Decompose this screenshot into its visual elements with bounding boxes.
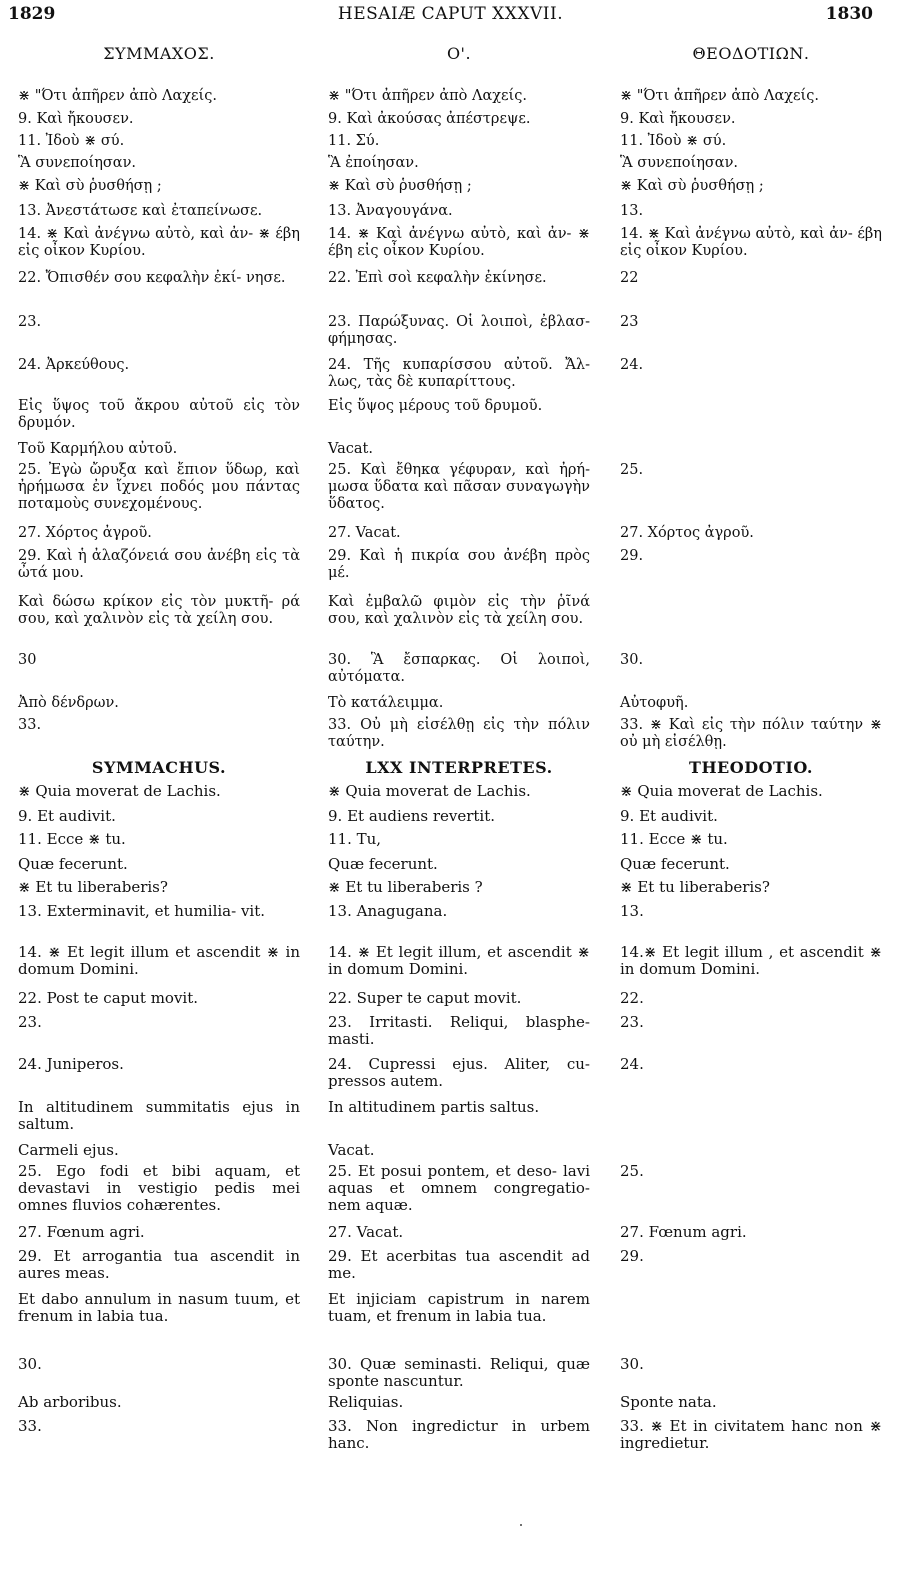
greek-verse-line: 23. Παρώξυνας. Οἱ λοιποὶ, ἐβλασ- φήμησας. [328,314,590,347]
greek-verse-line: Vacat. [328,441,373,457]
latin-verse-line: Vacat. [328,1141,375,1159]
latin-verse-line: 11. Tu, [328,830,382,848]
greek-verse-line: ⋇ Καὶ σὺ ῥυσθήσῃ ; [18,178,162,194]
greek-verse-line: 24. Τῆς κυπαρίσσου αὐτοῦ. Ἄλ- λως, τὰς δὲ κυπαρίττους. [328,357,590,390]
greek-verse-line: 22. Ἐπὶ σοὶ κεφαλὴν ἐκίνησε. [328,270,547,286]
greek-verse-line: 9. Καὶ ἀκούσας ἀπέστρεψε. [328,111,531,127]
greek-verse-line: Ἃ συνεποίησαν. [18,155,136,171]
latin-verse-line: 25. [620,1162,644,1180]
latin-verse-line: 14. ⋇ Et legit illum et ascendit ⋇ in domum Domini. [18,943,300,978]
latin-verse-line: 14. ⋇ Et legit illum, et ascendit ⋇ in domum Domini. [328,943,590,978]
latin-verse-line: Et injiciam capistrum in narem tuam, et frenum in labia tua. [328,1290,590,1325]
page-number-right: 1830 [825,4,873,24]
greek-verse-line: Καὶ ἐμβαλῶ φιμὸν εἰς τὴν ῥῖνά σου, καὶ χαλινὸν εἰς τὰ χείλη σου. [328,594,590,627]
column-heading-latin: SYMMACHUS. [91,758,227,777]
latin-verse-line: 9. Et audivit. [18,807,116,825]
greek-verse-line: 33. [18,717,42,733]
greek-verse-line: 29. Καὶ ἡ πικρία σου ἀνέβη πρὸς μέ. [328,548,590,581]
latin-verse-line: 30. [620,1355,644,1373]
greek-verse-line: 25. [620,462,644,478]
column-heading-latin: THEODOTIO. [689,758,813,777]
greek-verse-line: 27. Χόρτος ἀγροῦ. [620,525,754,541]
greek-verse-line: 30. [620,652,644,668]
greek-verse-line: Ἀπὸ δένδρων. [18,695,119,711]
greek-verse-line: 33. ⋇ Καὶ εἰς τὴν πόλιν ταύτην ⋇ οὐ μὴ εἰσέλθῃ. [620,717,882,750]
latin-verse-line: 23. [18,1013,42,1031]
greek-verse-line: 13. [620,203,644,219]
greek-verse-line: Τοῦ Καρμήλου αὐτοῦ. [18,441,178,457]
latin-verse-line: 29. Et arrogantia tua ascendit in aures meas. [18,1247,300,1282]
latin-verse-line: ⋇ Et tu liberaberis? [620,878,770,896]
latin-verse-line: 27. Vacat. [328,1223,404,1241]
latin-verse-line: Quæ fecerunt. [18,855,128,873]
latin-verse-line: Et dabo annulum in nasum tuum, et frenum in labia tua. [18,1290,300,1325]
latin-verse-line: 9. Et audiens revertit. [328,807,496,825]
latin-verse-line: In altitudinem partis saltus. [328,1098,540,1116]
greek-verse-line: 22 [620,270,639,286]
latin-verse-line: 30. [18,1355,42,1373]
latin-verse-line: Reliquias. [328,1393,404,1411]
running-title: HESAIÆ CAPUT XXXVII. [337,4,564,24]
greek-verse-line: Τὸ κατάλειμμα. [328,695,444,711]
latin-verse-line: 23. [620,1013,644,1031]
latin-verse-line: ⋇ Quia moverat de Lachis. [620,782,823,800]
greek-verse-line: ⋇ Καὶ σὺ ῥυσθήσῃ ; [328,178,472,194]
greek-verse-line: 9. Καὶ ἤκουσεν. [18,111,134,127]
column-theodotion [620,0,882,1591]
latin-verse-line: 22. Super te caput movit. [328,989,522,1007]
latin-verse-line: ⋇ Quia moverat de Lachis. [18,782,221,800]
greek-verse-line: 29. [620,548,644,564]
latin-verse-line: Sponte nata. [620,1393,717,1411]
greek-verse-line: 11. Ἰδοὺ ⋇ σύ. [18,133,125,149]
greek-verse-line: 14. ⋇ Καὶ ἀνέγνω αὐτὸ, καὶ ἀν- ⋇ έβη εἰς οἶκον Κυρίου. [328,226,590,259]
latin-verse-line: 24. Juniperos. [18,1055,124,1073]
latin-verse-line: 22. Post te caput movit. [18,989,199,1007]
latin-verse-line: ⋇ Et tu liberaberis? [18,878,168,896]
latin-verse-line: ⋇ Et tu liberaberis ? [328,878,483,896]
latin-verse-line: 29. Et acerbitas tua ascendit ad me. [328,1247,590,1282]
latin-verse-line: 27. Fœnum agri. [18,1223,145,1241]
latin-verse-line: 24. [620,1055,644,1073]
latin-verse-line: 22. [620,989,644,1007]
greek-verse-line: 22. Ὄπισθέν σου κεφαλὴν ἐκί- νησε. [18,270,286,286]
greek-verse-line: ⋇ "Ότι ἀπῆρεν ἀπὸ Λαχείς. [620,88,819,104]
latin-verse-line: Quæ fecerunt. [328,855,438,873]
greek-verse-line: 14. ⋇ Καὶ ἀνέγνω αὐτὸ, καὶ ἀν- ⋇ έβη εἰς οἶκον Κυρίου. [18,226,300,259]
greek-verse-line: 11. Ἰδοὺ ⋇ σύ. [620,133,727,149]
greek-verse-line: Αὐτοφυῆ. [620,695,689,711]
greek-verse-line: Ἃ συνεποίησαν. [620,155,738,171]
latin-verse-line: 25. Ego fodi et bibi aquam, et devastavi in vestigio pedis mei omnes fluvios cohærentes. [18,1162,300,1214]
latin-verse-line: 13. Anagugana. [328,902,448,920]
greek-verse-line: 13. Ἀνεστάτωσε καὶ ἐταπείνωσε. [18,203,263,219]
latin-verse-line: 33. Non ingredictur in urbem hanc. [328,1417,590,1452]
greek-verse-line: Εἰς ὕψος μέρους τοῦ δρυμοῦ. [328,398,543,414]
greek-verse-line: 23. [18,314,42,330]
latin-verse-line: 33. [18,1417,42,1435]
latin-verse-line: 24. Cupressi ejus. Aliter, cu- pressos autem. [328,1055,590,1090]
latin-verse-line: ⋇ Quia moverat de Lachis. [328,782,531,800]
greek-verse-line: 27. Vacat. [328,525,401,541]
greek-verse-line: ⋇ "Ότι ἀπῆρεν ἀπὸ Λαχείς. [18,88,217,104]
column-heading-greek: ΣΥΜΜΑΧΟΣ. [103,44,215,63]
greek-verse-line: 25. Ἐγὼ ὤρυξα καὶ ἔπιον ὕδωρ, καὶ ἠρήμωσα ἐν ἴχνει ποδός μου πάντας ποταμοὺς συνεχομένους. [18,462,300,512]
greek-verse-line: 29. Καὶ ἡ ἀλαζόνειά σου ἀνέβη εἰς τὰ ὦτά μου. [18,548,300,581]
greek-verse-line: 24. [620,357,644,373]
latin-verse-line: 11. Ecce ⋇ tu. [620,830,728,848]
latin-verse-line: 23. Irritasti. Reliqui, blasphe- masti. [328,1013,590,1048]
greek-verse-line: ⋇ Καὶ σὺ ῥυσθήσῃ ; [620,178,764,194]
greek-verse-line: 25. Καὶ ἔθηκα γέφυραν, καὶ ἠρή- μωσα ὕδατα καὶ πᾶσαν συναγωγὴν ὕδατος. [328,462,590,512]
latin-verse-line: 13. Exterminavit, et humilia- vit. [18,902,266,920]
greek-verse-line: Καὶ δώσω κρίκον εἰς τὸν μυκτῆ- ρά σου, καὶ χαλινὸν εἰς τὰ χείλη σου. [18,594,300,627]
stray-dot [520,1524,522,1526]
latin-verse-line: 29. [620,1247,644,1265]
latin-verse-line: Carmeli ejus. [18,1141,119,1159]
greek-verse-line: Εἰς ὕψος τοῦ ἄκρου αὐτοῦ εἰς τὸν δρυμόν. [18,398,300,431]
latin-verse-line: 9. Et audivit. [620,807,718,825]
page-number-left: 1829 [8,4,56,24]
column-septuagint [328,0,590,1591]
latin-verse-line: Quæ fecerunt. [620,855,730,873]
latin-verse-line: In altitudinem summitatis ejus in saltum. [18,1098,300,1133]
column-heading-latin: LXX INTERPRETES. [365,758,553,777]
column-symmachus [18,0,300,1591]
greek-verse-line: ⋇ "Ότι ἀπῆρεν ἀπὸ Λαχείς. [328,88,527,104]
latin-verse-line: 13. [620,902,644,920]
greek-verse-line: 13. Ἀναγουγάνα. [328,203,453,219]
latin-verse-line: Ab arboribus. [18,1393,122,1411]
greek-verse-line: 30. Ἃ ἔσπαρκας. Οἱ λοιποὶ, αὐτόματα. [328,652,590,685]
column-heading-greek: O'. [446,44,472,63]
greek-verse-line: 11. Σύ. [328,133,380,149]
column-heading-greek: ΘΕΟΔΟΤΙΩΝ. [692,44,810,63]
latin-verse-line: 25. Et posui pontem, et deso- lavi aquas et omnem congregatio- nem aquæ. [328,1162,590,1214]
greek-verse-line: 24. Ἀρκεύθους. [18,357,130,373]
greek-verse-line: 27. Χόρτος ἀγροῦ. [18,525,152,541]
latin-verse-line: 14.⋇ Et legit illum , et ascendit ⋇ in domum Domini. [620,943,882,978]
latin-verse-line: 11. Ecce ⋇ tu. [18,830,126,848]
latin-verse-line: 27. Fœnum agri. [620,1223,747,1241]
greek-verse-line: 30 [18,652,37,668]
greek-verse-line: 14. ⋇ Καὶ ἀνέγνω αὐτὸ, καὶ ἀν- έβη εἰς οἶκον Κυρίου. [620,226,882,259]
latin-verse-line: 30. Quæ seminasti. Reliqui, quæ sponte nascuntur. [328,1355,590,1390]
greek-verse-line: 9. Καὶ ἤκουσεν. [620,111,736,127]
greek-verse-line: 33. Οὐ μὴ εἰσέλθῃ εἰς τὴν πόλιν ταύτην. [328,717,590,750]
greek-verse-line: 23 [620,314,639,330]
greek-verse-line: Ἃ ἐποίησαν. [328,155,419,171]
latin-verse-line: 33. ⋇ Et in civitatem hanc non ⋇ ingredietur. [620,1417,882,1452]
